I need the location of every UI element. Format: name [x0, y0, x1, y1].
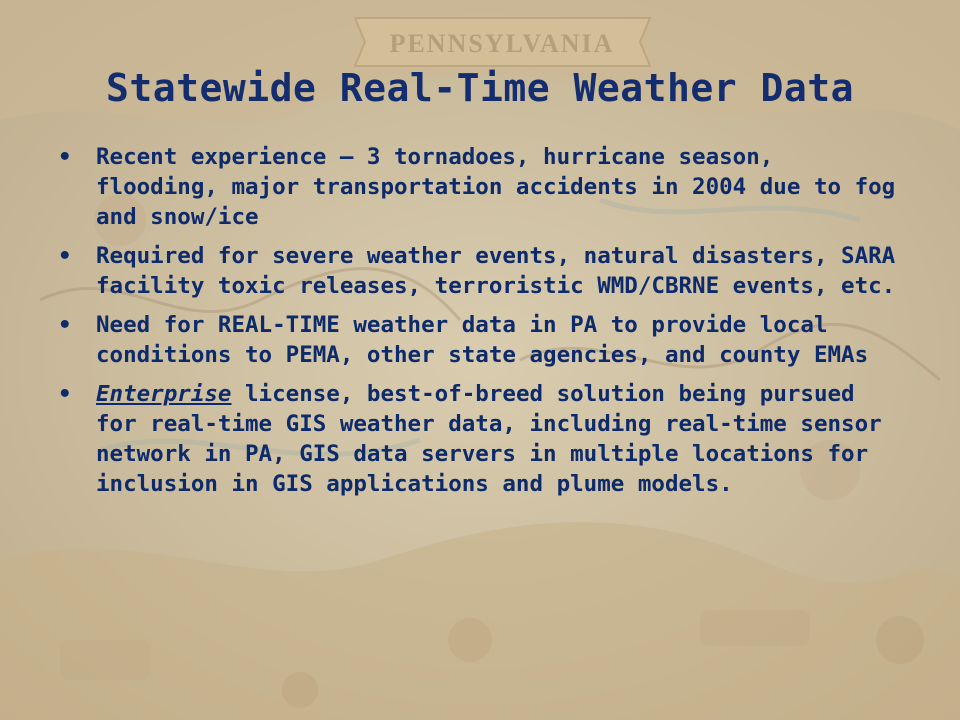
bullet-item — [52, 379, 902, 499]
bullet-item — [52, 241, 902, 301]
bullet-emphasis: Enterprise — [96, 381, 232, 407]
bullet-text: Required for severe weather events, natural disasters, SARA facility toxic releases, terroristic WMD/CBRNE events, etc. — [96, 243, 896, 299]
bullet-text: Recent experience – 3 tornadoes, hurricane season, flooding, major transportation accidents in 2004 due to fog and snow/ice — [96, 144, 896, 230]
bullet-dot-icon: • — [58, 381, 72, 407]
bullet-list — [52, 142, 902, 508]
bullet-text: license, best-of-breed solution being pursued for real-time GIS weather data, including real-time sensor network in PA, GIS data servers in multiple locations for inclusion in GIS applications and plume models. — [96, 381, 882, 497]
bullet-text: Need for REAL-TIME weather data in PA to provide local conditions to PEMA, other state agencies, and county EMAs — [96, 312, 869, 368]
slide-title: Statewide Real-Time Weather Data — [105, 66, 855, 110]
bullet-dot-icon: • — [58, 243, 72, 269]
map-banner-label: PENNSYLVANIA — [389, 29, 615, 58]
bullet-item — [52, 142, 902, 232]
bullet-dot-icon: • — [58, 312, 72, 338]
bullet-dot-icon: • — [58, 144, 72, 170]
bullet-item — [52, 310, 902, 370]
